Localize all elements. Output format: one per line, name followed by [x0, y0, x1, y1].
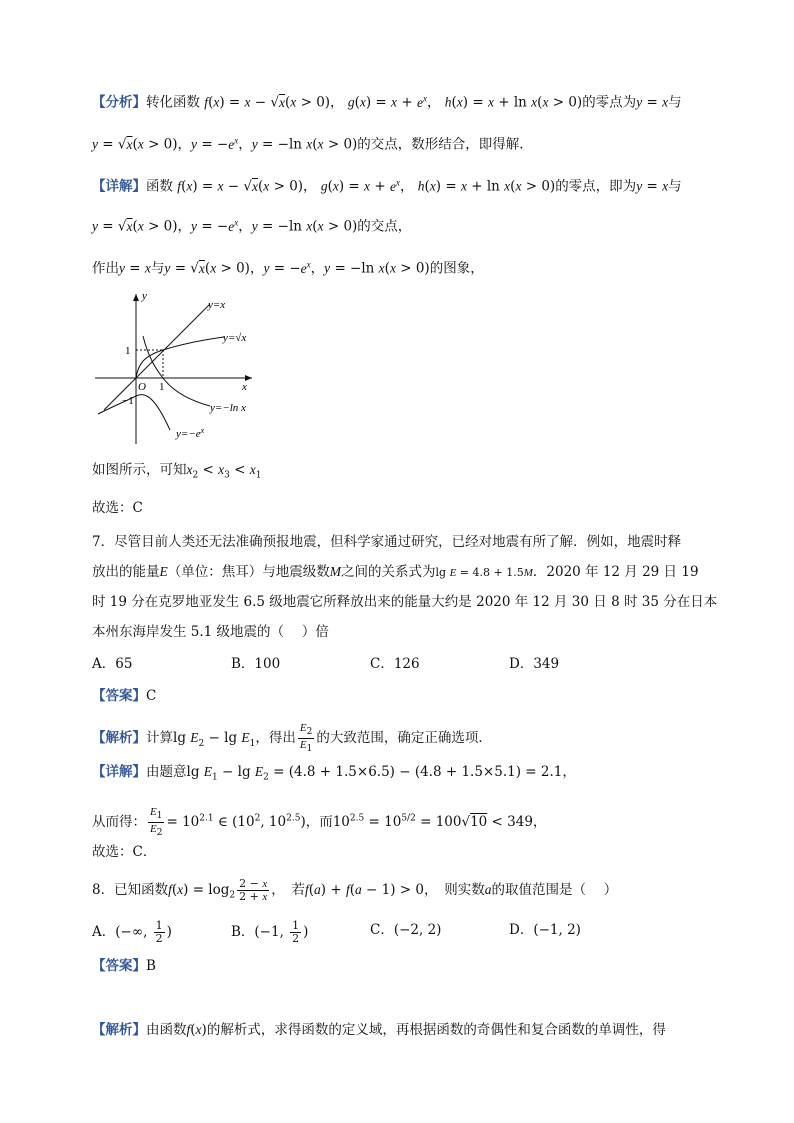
q8-option-b: B．(−1, $\frac{1}{2}$ ): [231, 919, 309, 945]
analysis-line-2: y = √x(x > 0)，$y = -e^x$，y = −ln x(x > 0)的交点，数形结合，即得解.: [92, 135, 524, 153]
choice-line-6: 故选：C: [92, 500, 143, 516]
q8-jiexi-line: 【解析】由函数f(x)的解析式，求得函数的定义域，再根据函数的奇偶性和复合函数的单调性，得: [92, 1022, 666, 1038]
detail-line-3: 作出y = x与y = √x(x > 0)，$y = -e^x$，y = −ln x(x > 0)的图象，: [92, 259, 484, 277]
curve-y-equals-x: [104, 304, 210, 410]
q7-answer: C: [146, 688, 157, 704]
function-graph: [92, 286, 272, 446]
q7-jiexi-line: 【解析】计算$\lg E_2 - \lg E_1$，得出 $\frac{E_2}{E_1}$ 的大致范围，确定正确选项．: [92, 722, 492, 755]
analysis-line-1: 【分析】转化函数 f(x) = x − √x(x > 0)， $g(x) = x + e^x$， h(x) = x + ln x(x > 0)的零点为y = x与: [92, 93, 682, 111]
q8-option-c: C．(−2, 2): [370, 922, 442, 938]
q8-line-1: 8．已知函数$f(x) = \log_2$ $\frac{2 - x}{2 + x}$ ， 若f(a) + f(a − 1) > 0， 则实数a的取值范围是（ ）: [92, 877, 618, 903]
analysis-tag: 【分析】: [92, 94, 146, 111]
curve-y-sqrt-x: [136, 337, 224, 378]
q7-line-2: 放出的能量E（单位：焦耳）与地震级数M之间的关系式为lg E = 4.8 + 1.5M．2020 年 12 月 29 日 19: [92, 564, 699, 580]
y-tick-neg-1: −1: [122, 395, 134, 407]
q7-line-1: 7．尽管目前人类还无法准确预报地震，但科学家通过研究，已经对地震有所了解．例如，地震时释: [92, 534, 682, 550]
q7-line-3: 时 19 分在克罗地亚发生 6.5 级地震它所释放出来的能量大约是 2020 年 12 月 30 日 8 时 35 分在日本: [92, 594, 718, 610]
label-y-neg-ln: y=−ln x: [210, 402, 246, 414]
y-axis-label: y: [142, 290, 147, 302]
q7-answer-line: 【答案】C: [92, 688, 157, 704]
origin-label: O: [138, 381, 146, 393]
q7-option-a: A．65: [92, 656, 133, 672]
x-axis-label: x: [242, 381, 247, 393]
q7-detail-line: 【详解】由题意$\lg E_1 - \lg E_2 = (4.8 + 1.5\times 6.5) - (4.8 + 1.5\times 5.1) = 2.1$，: [92, 764, 576, 783]
q8-answer: B: [146, 958, 156, 974]
q7-option-d: D．349: [509, 656, 560, 672]
label-y-neg-exp: $y=-e^x$: [176, 426, 205, 440]
q8-option-d: D．(−1, 2): [509, 922, 581, 938]
y-tick-1: 1: [125, 345, 131, 357]
label-y-x: y=x: [208, 299, 226, 311]
q8-answer-line: 【答案】B: [92, 958, 156, 974]
y-axis-arrow: [133, 294, 139, 301]
q7-option-b: B．100: [231, 656, 281, 672]
detail-line-2: y = √x(x > 0)，$y = -e^x$，y = −ln x(x > 0)的交点，: [92, 217, 412, 235]
detail-tag: 【详解】: [92, 178, 146, 195]
curve-y-neg-exp: [98, 395, 170, 430]
q7-option-c: C．126: [370, 656, 420, 672]
label-y-sqrt: y=√x: [223, 332, 247, 344]
detail-line-1: 【详解】函数 f(x) = x − √x(x > 0)， $g(x) = x + e^x$， h(x) = x + ln x(x > 0)的零点，即为y = x与: [92, 177, 682, 195]
conclusion-line: 如图所示，可知$x_2 < x_3 < x_1$: [92, 462, 262, 481]
q7-line-4: 本州东海岸发生 5.1 级地震的（ ）倍: [92, 624, 329, 640]
q8-option-a: A．(−∞, $\frac{1}{2}$ ): [92, 919, 172, 945]
q7-derive-line: 从而得： $\frac{E_1}{E_2}$ = $10^{2.1}$ ∈ ($10^2$, $10^{2.5}$)，而$10^{2.5} = 10^{5/2} = 100√10 < 349$，: [92, 806, 547, 839]
x-tick-1: 1: [159, 381, 165, 393]
q7-choice-line: 故选：C．: [92, 844, 157, 860]
